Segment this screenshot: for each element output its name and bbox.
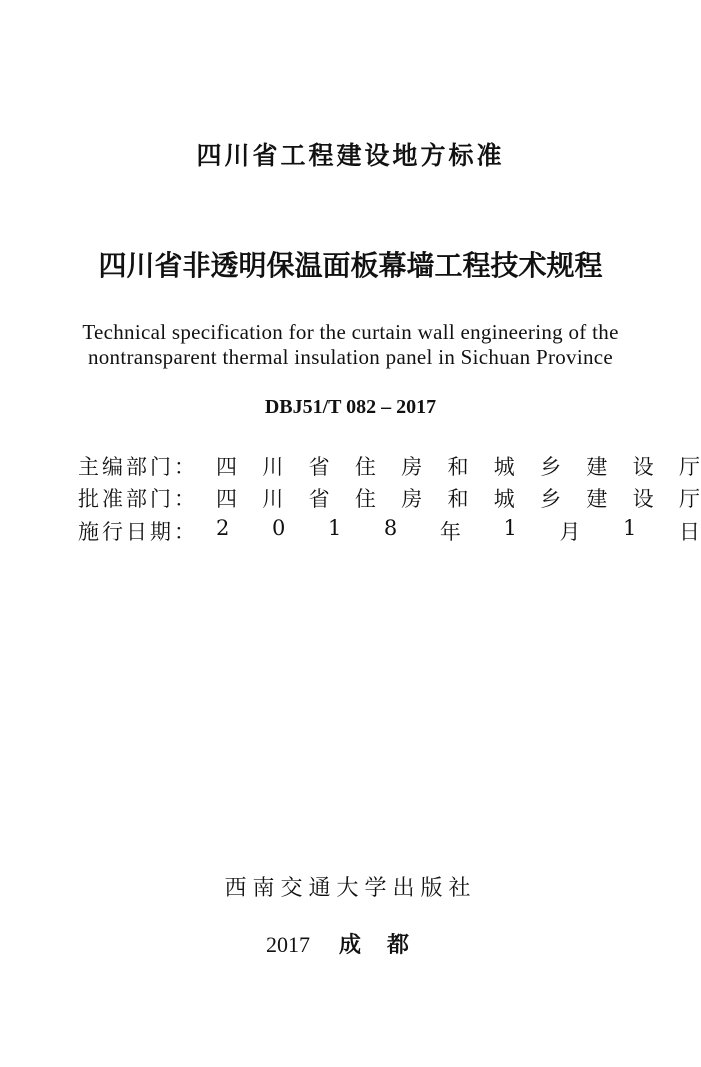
approver-row — [78, 483, 700, 511]
value-char: 乡 — [540, 487, 562, 511]
value-char: 建 — [586, 487, 608, 511]
english-title-line-2: nontransparent thermal insulation panel in Sichuan Province — [87, 345, 614, 369]
effective-date-row — [78, 516, 700, 544]
chief-editor-row — [78, 451, 700, 479]
value-char: 设 — [632, 455, 654, 479]
date-char: 0 — [271, 516, 286, 540]
english-title-line-1: Technical specification for the curtain wall engineering of the — [82, 320, 619, 344]
value-char: 建 — [586, 455, 608, 479]
value-char: 四 — [216, 455, 237, 479]
value-char: 和 — [447, 455, 469, 479]
approver-value — [216, 483, 700, 513]
chief-editor-label: 主编部门： — [78, 455, 198, 479]
value-char: 和 — [447, 487, 469, 511]
value-char: 厅 — [678, 487, 700, 511]
publication-year: 2017 — [265, 932, 310, 957]
value-char: 房 — [401, 455, 423, 479]
date-char: 2 — [216, 516, 230, 540]
value-char: 住 — [354, 455, 376, 479]
value-char: 乡 — [540, 455, 562, 479]
date-char: 日 — [679, 520, 700, 544]
value-char: 川 — [262, 487, 284, 511]
value-char: 设 — [632, 487, 654, 511]
value-char: 川 — [262, 455, 284, 479]
date-char: 1 — [327, 516, 342, 540]
value-char: 房 — [401, 487, 423, 511]
effective-date-value — [216, 516, 700, 546]
value-char: 城 — [493, 455, 515, 479]
value-char: 城 — [493, 487, 515, 511]
value-char: 住 — [354, 487, 376, 511]
publication-city: 成都 — [338, 933, 435, 958]
approver-label: 批准部门： — [78, 487, 198, 511]
value-char: 厅 — [678, 455, 700, 479]
value-char: 省 — [308, 487, 330, 511]
publication-line — [0, 928, 701, 959]
value-char: 四 — [216, 487, 237, 511]
effective-date-label: 施行日期： — [78, 520, 198, 544]
chief-editor-value — [216, 451, 700, 481]
date-char: 1 — [623, 516, 637, 540]
date-char: 年 — [439, 520, 461, 544]
date-char: 1 — [503, 516, 517, 540]
publisher: 西南交通大学出版社 — [224, 876, 477, 901]
date-char: 8 — [383, 516, 398, 540]
standard-code: DBJ51/T 082 – 2017 — [264, 396, 437, 418]
series-title: 四川省工程建设地方标准 — [196, 141, 505, 170]
date-char: 月 — [559, 520, 581, 544]
value-char: 省 — [308, 455, 330, 479]
document-title: 四川省非透明保温面板幕墙工程技术规程 — [98, 249, 603, 282]
